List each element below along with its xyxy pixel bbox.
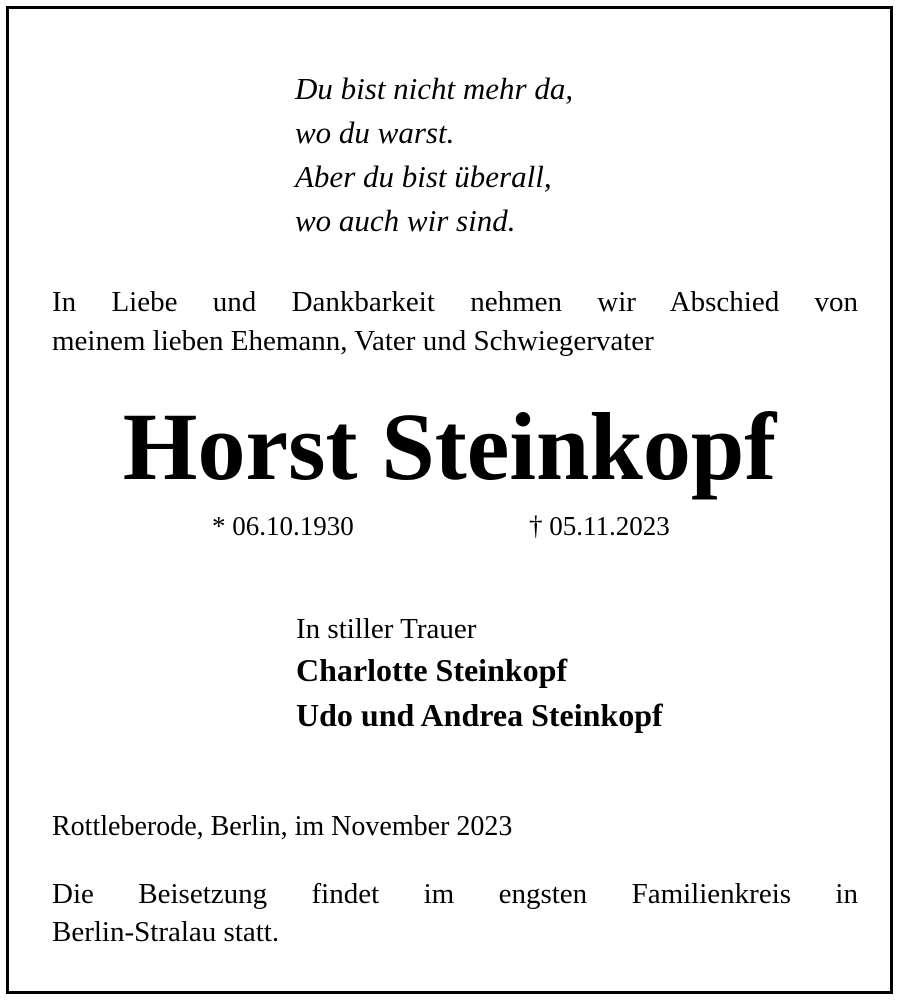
- farewell-intro: [52, 283, 858, 361]
- mourner-name: Udo und Andrea Steinkopf: [296, 697, 663, 733]
- deceased-name: Horst Steinkopf: [122, 393, 777, 500]
- birth-date: * 06.10.1930: [212, 511, 354, 541]
- intro-line: In Liebe und Dankbarkeit nehmen wir Abschied von: [52, 286, 858, 318]
- place-and-date: Rottleberode, Berlin, im November 2023: [52, 811, 513, 842]
- poem-line: wo auch wir sind.: [295, 203, 516, 238]
- poem-line: Aber du bist überall,: [295, 159, 552, 194]
- mourners-block: [296, 610, 663, 738]
- death-date: † 05.11.2023: [529, 511, 670, 541]
- burial-line: Berlin-Stralau statt.: [52, 916, 280, 948]
- intro-line: meinem lieben Ehemann, Vater und Schwiegervater: [52, 325, 654, 357]
- burial-notice: [52, 875, 858, 951]
- poem-line: Du bist nicht mehr da,: [295, 71, 574, 106]
- memorial-poem: [295, 67, 573, 243]
- obituary-notice: [6, 6, 893, 994]
- mourner-name: Charlotte Steinkopf: [296, 652, 568, 688]
- burial-line: Die Beisetzung findet im engsten Familienkreis in: [52, 878, 858, 910]
- mourning-label: In stiller Trauer: [296, 613, 477, 645]
- poem-line: wo du warst.: [295, 115, 455, 150]
